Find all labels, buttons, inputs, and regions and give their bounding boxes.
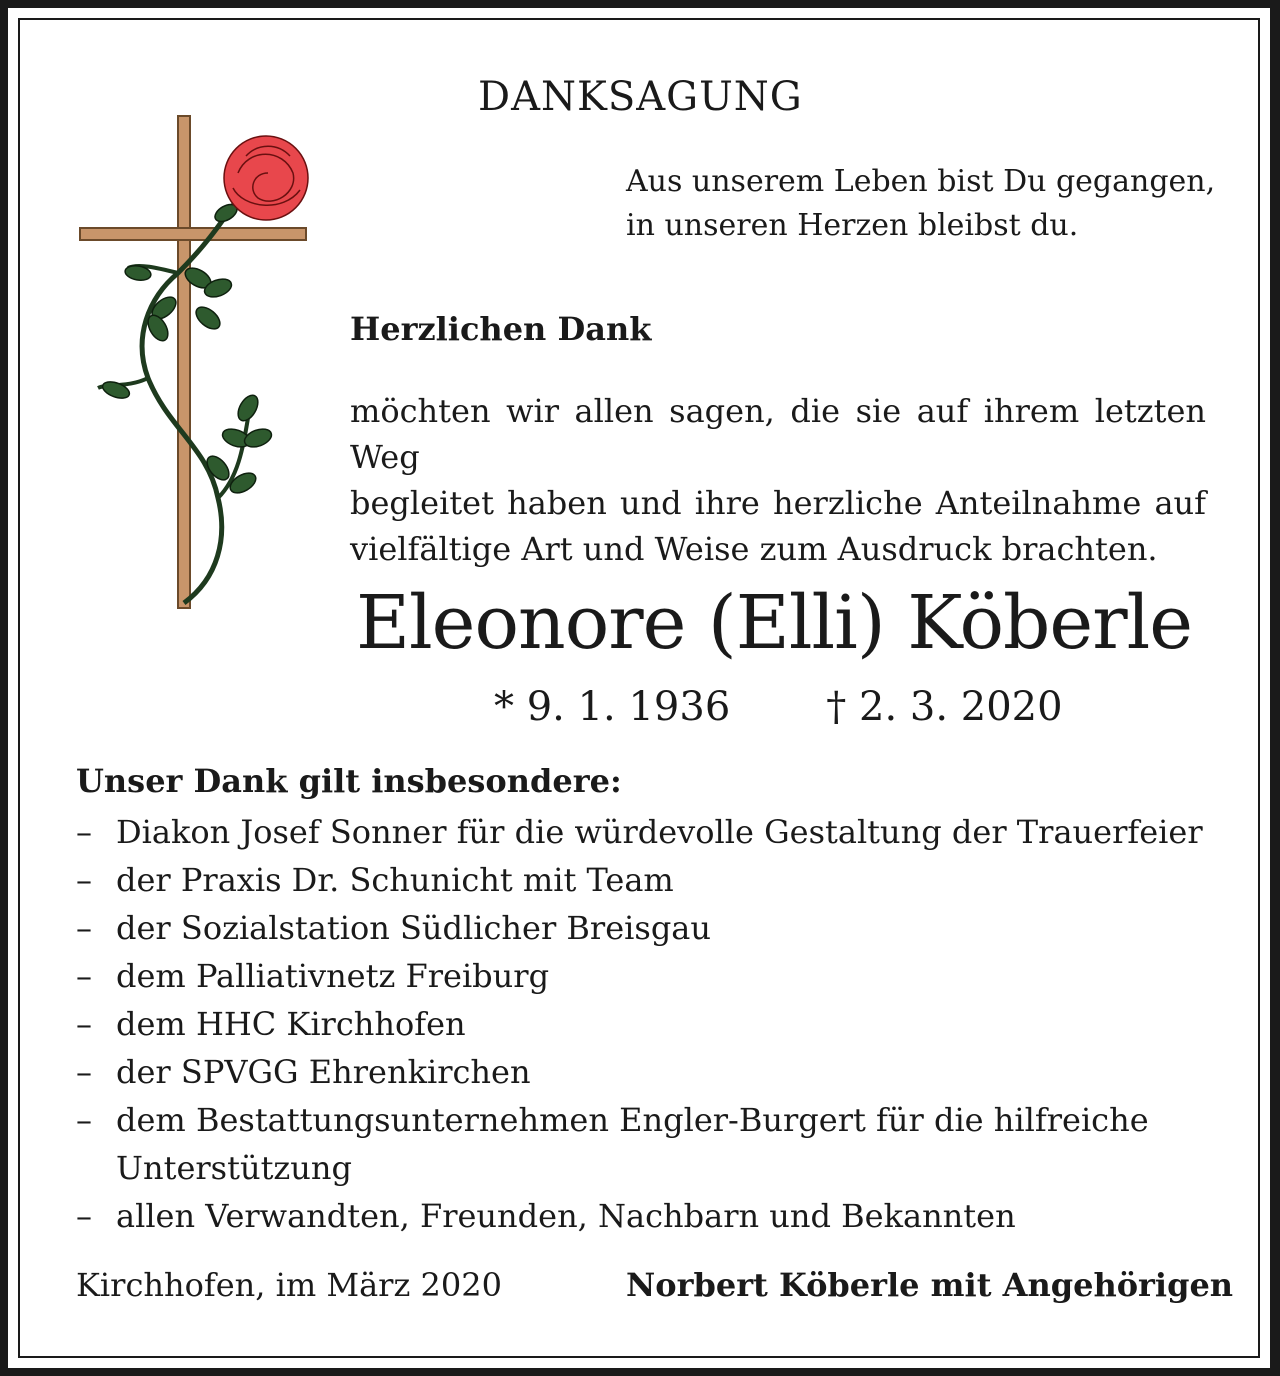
dank-line: begleitet haben und ihre herzliche Anteilnahme auf [350,484,1206,522]
list-item-text: dem Bestattungsunternehmen Engler-Burgert für die hilfreiche [116,1101,1149,1139]
list-item [76,904,1203,952]
dash-icon: – [76,1197,92,1235]
list-item [76,952,1203,1000]
dash-icon: – [76,1101,92,1139]
list-item-text: Unterstützung [116,1149,352,1187]
list-item-text: der Sozialstation Südlicher Breisgau [116,909,711,947]
dash-icon: – [76,813,92,851]
dank-line: möchten wir allen sagen, die sie auf ihrem letzten Weg [350,392,1206,476]
birth-date: * 9. 1. 1936 [494,684,731,730]
list-item [76,808,1203,856]
dank-body [350,388,1206,572]
list-item [76,1192,1203,1240]
list-item [76,856,1203,904]
dash-icon: – [76,861,92,899]
list-item-text: der SPVGG Ehrenkirchen [116,1053,531,1091]
dash-icon: – [76,1005,92,1043]
memorial-quote [626,160,1215,248]
cross-with-rose-icon [68,78,338,638]
death-date: † 2. 3. 2020 [826,684,1063,730]
list-item [76,1048,1203,1096]
dash-icon: – [76,1053,92,1091]
obituary-card [8,8,1270,1368]
list-item-text: dem HHC Kirchhofen [116,1005,466,1043]
list-item-continuation [76,1144,1203,1192]
dank-title: Herzlichen Dank [350,310,652,348]
thanks-title: Unser Dank gilt insbesondere: [76,762,622,800]
thanks-list [76,808,1203,1240]
place-date: Kirchhofen, im März 2020 [76,1266,502,1304]
quote-line: Aus unserem Leben bist Du gegangen, [626,164,1216,199]
dash-icon: – [76,957,92,995]
quote-line: in unseren Herzen bleibst du. [626,208,1079,243]
list-item-text: Diakon Josef Sonner für die würdevolle Gestaltung der Trauerfeier [116,813,1203,851]
deceased-name: Eleonore (Elli) Köberle [356,580,1193,666]
list-item [76,1096,1203,1144]
list-item-text: der Praxis Dr. Schunicht mit Team [116,861,674,899]
life-dates [494,684,1063,730]
heading: DANKSAGUNG [478,74,803,120]
dash-icon: – [76,909,92,947]
list-item-text: dem Palliativnetz Freiburg [116,957,550,995]
signature: Norbert Köberle mit Angehörigen [626,1266,1234,1304]
list-item-text: allen Verwandten, Freunden, Nachbarn und Bekannten [116,1197,1016,1235]
dank-line: vielfältige Art und Weise zum Ausdruck brachten. [350,530,1158,568]
list-item [76,1000,1203,1048]
